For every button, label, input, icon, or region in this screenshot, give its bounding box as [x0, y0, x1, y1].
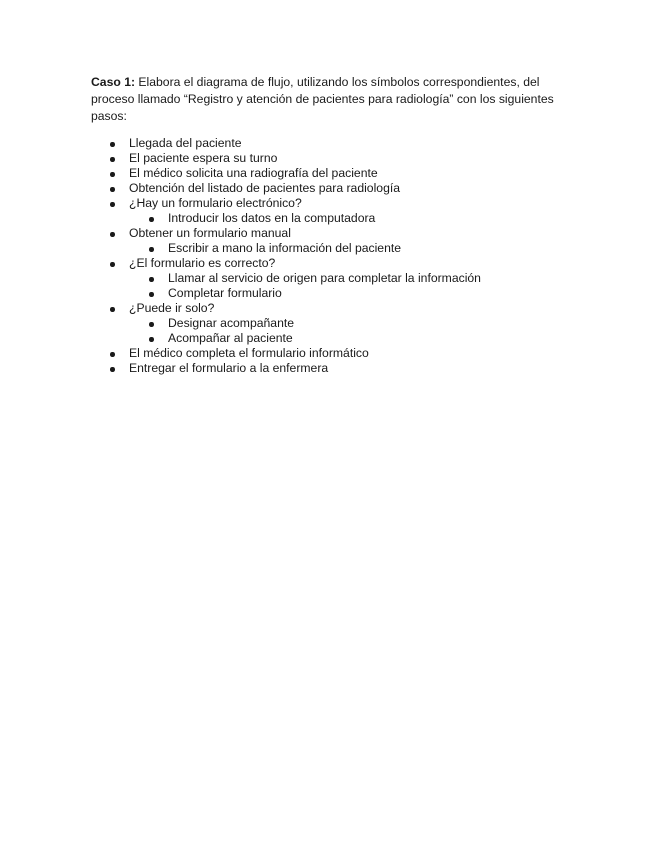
list-item	[91, 196, 561, 211]
sub-list-item	[91, 211, 561, 226]
list-item-text: Llamar al servicio de origen para completar la información	[168, 271, 481, 285]
list-item	[91, 256, 561, 271]
list-item-text: Introducir los datos en la computadora	[168, 211, 376, 225]
list-item-text: Obtener un formulario manual	[129, 226, 291, 240]
bullet-icon	[110, 352, 115, 357]
list-item-text: ¿Puede ir solo?	[129, 301, 215, 315]
bullet-icon	[110, 367, 115, 372]
list-item	[91, 361, 561, 376]
list-item	[91, 226, 561, 241]
list-item	[91, 346, 561, 361]
list-item-text: ¿Hay un formulario electrónico?	[129, 196, 302, 210]
list-item	[91, 151, 561, 166]
bullet-icon	[110, 262, 115, 267]
bullet-icon	[110, 232, 115, 237]
bullet-icon	[149, 322, 154, 327]
bullet-icon	[149, 337, 154, 342]
list-item	[91, 166, 561, 181]
steps-list	[91, 136, 561, 376]
bullet-icon	[110, 172, 115, 177]
list-item-text: Escribir a mano la información del paciente	[168, 241, 402, 255]
bullet-icon	[110, 307, 115, 312]
list-item-text: Acompañar al paciente	[168, 331, 293, 345]
list-item-text: Llegada del paciente	[129, 136, 242, 150]
bullet-icon	[149, 247, 154, 252]
bullet-icon	[149, 292, 154, 297]
case-label: Caso 1:	[91, 75, 136, 89]
bullet-icon	[110, 187, 115, 192]
list-item	[91, 301, 561, 316]
sub-list-item	[91, 271, 561, 286]
list-item-text: El médico completa el formulario informático	[129, 346, 369, 360]
sub-list-item	[91, 331, 561, 346]
list-item-text: Obtención del listado de pacientes para radiología	[129, 181, 401, 195]
list-item-text: Completar formulario	[168, 286, 282, 300]
bullet-icon	[110, 202, 115, 207]
list-item-text: El médico solicita una radiografía del paciente	[129, 166, 378, 180]
case-text: Elabora el diagrama de flujo, utilizando los símbolos correspondientes, del proceso llamado “Registro y atención de pacientes para radiología” con los siguientes pasos:	[91, 75, 554, 123]
list-item-text: Designar acompañante	[168, 316, 295, 330]
sub-list-item	[91, 316, 561, 331]
list-item-text: El paciente espera su turno	[129, 151, 278, 165]
document-page	[91, 74, 561, 376]
bullet-icon	[149, 277, 154, 282]
bullet-icon	[149, 217, 154, 222]
sub-list-item	[91, 241, 561, 256]
sub-list-item	[91, 286, 561, 301]
bullet-icon	[110, 142, 115, 147]
bullet-icon	[110, 157, 115, 162]
list-item-text: ¿El formulario es correcto?	[129, 256, 276, 270]
list-item-text: Entregar el formulario a la enfermera	[129, 361, 329, 375]
list-item	[91, 181, 561, 196]
list-item	[91, 136, 561, 151]
case-paragraph	[91, 74, 561, 125]
